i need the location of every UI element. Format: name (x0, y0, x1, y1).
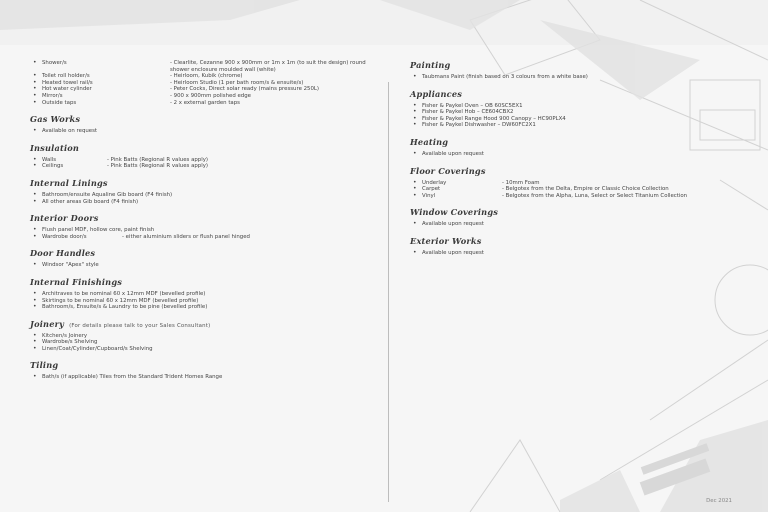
list-item: • Fisher & Paykel Range Hood 900 Canopy – HC90PLX4 (410, 116, 730, 123)
section-heading: Internal Finishings (30, 276, 123, 287)
window-coverings-section (410, 207, 730, 228)
footer-date: Dec 2021 (706, 498, 732, 504)
list-item: • Fisher & Paykel Hob – CE604CBX2 (410, 109, 730, 116)
list-item: • Fisher & Paykel Dishwasher – DW60FC2X1 (410, 122, 730, 129)
section-heading: Appliances (410, 88, 463, 99)
list-item: • Outside taps - 2 x external garden taps (30, 100, 375, 107)
list-item: • Wardrobe door/s - either aluminium sliders or flush panel hinged (30, 234, 375, 241)
list-item: • Underlay - 10mm Foam (410, 180, 730, 187)
list-item: • Vinyl - Belgotex from the Alpha, Luna, Select or Select Titanium Collection (410, 193, 730, 200)
list-item: • Toilet roll holder/s - Heirloom, Kubik (chrome) (30, 73, 375, 80)
list-item: • Available upon request (410, 250, 730, 257)
joinery-note: (For details please talk to your Sales Consultant) (69, 322, 211, 329)
joinery-section (30, 319, 375, 353)
list-item: • Architraves to be nominal 60 x 12mm MDF (bevelled profile) (30, 291, 375, 298)
list-item: • Fisher & Paykel Oven – OB 60SC5EX1 (410, 103, 730, 110)
exterior-works-section (410, 236, 730, 257)
painting-section (410, 60, 730, 81)
list-item: • Mirror/s - 900 x 900mm polished edge (30, 93, 375, 100)
specification-page (30, 60, 730, 500)
column-divider (388, 82, 389, 502)
list-item: • Bathroom/ensuite Aqualine Gib board (F4 finish) (30, 192, 375, 199)
floor-coverings-section (410, 166, 730, 200)
list-item: • Available upon request (410, 221, 730, 228)
list-item: • Heated towel rail/s - Heirloom Studio (1 per bath room/s & ensuite/s) (30, 80, 375, 87)
list-item: • Taubmans Paint (finish based on 3 colours from a white base) (410, 74, 730, 81)
section-heading: Tiling (30, 360, 59, 371)
section-heading: Interior Doors (30, 213, 99, 224)
list-item: • Windsor "Apex" style (30, 262, 375, 269)
list-item: • Bath/s (if applicable) Tiles from the Standard Trident Homes Range (30, 374, 242, 381)
list-item: • Available on request (30, 128, 375, 135)
internal-linings-section (30, 178, 375, 205)
list-item: • Skirtings to be nominal 60 x 12mm MDF (bevelled profile) (30, 298, 375, 305)
list-item: • All other areas Gib board (F4 finish) (30, 199, 375, 206)
list-item: • Kitchen/s Joinery (30, 333, 375, 340)
section-heading: Gas Works (30, 114, 81, 125)
section-heading: Heating (410, 136, 449, 147)
list-item: • Flush panel MDF, hollow core, paint finish (30, 227, 375, 234)
list-item: • Wardrobe/s Shelving (30, 339, 375, 346)
list-item: • Bathroom/s, Ensuite/s & Laundry to be pine (bevelled profile) (30, 304, 375, 311)
gas-works-section (30, 114, 375, 135)
list-item: • Available upon request (410, 151, 730, 158)
tiling-section (30, 360, 375, 381)
section-heading: Exterior Works (410, 235, 482, 246)
left-column (30, 60, 375, 389)
section-heading: Insulation (30, 142, 80, 153)
insulation-section (30, 143, 375, 170)
section-heading: Joinery (For details please talk to your Sales Consultant) (30, 318, 211, 329)
heating-section (410, 137, 730, 158)
section-heading: Floor Coverings (410, 165, 486, 176)
list-item: • Hot water cylinder - Peter Cocks, Direct solar ready (mains pressure 250L) (30, 86, 375, 93)
list-item: • Walls - Pink Batts (Regional R values apply) (30, 157, 375, 164)
appliances-section (410, 89, 730, 129)
section-heading: Internal Linings (30, 177, 108, 188)
list-item: • Carpet - Belgotex from the Delta, Empire or Classic Choice Collection (410, 186, 730, 193)
right-column (410, 60, 730, 265)
list-item: • Shower/s - Clearlite, Cezanne 900 x 900mm or 1m x 1m (to suit the design) round shower enclosure moulded wall (white) (30, 60, 375, 73)
section-heading: Window Coverings (410, 207, 499, 218)
section-heading: Painting (410, 60, 451, 70)
interior-doors-section (30, 213, 375, 240)
internal-finishings-section (30, 277, 375, 311)
door-handles-section (30, 248, 375, 269)
list-item: • Ceilings - Pink Batts (Regional R values apply) (30, 163, 375, 170)
list-item: • Linen/Coat/Cylinder/Cupboard/s Shelving (30, 346, 375, 353)
bathroom-fittings-section (30, 60, 375, 106)
section-heading: Door Handles (30, 248, 96, 259)
